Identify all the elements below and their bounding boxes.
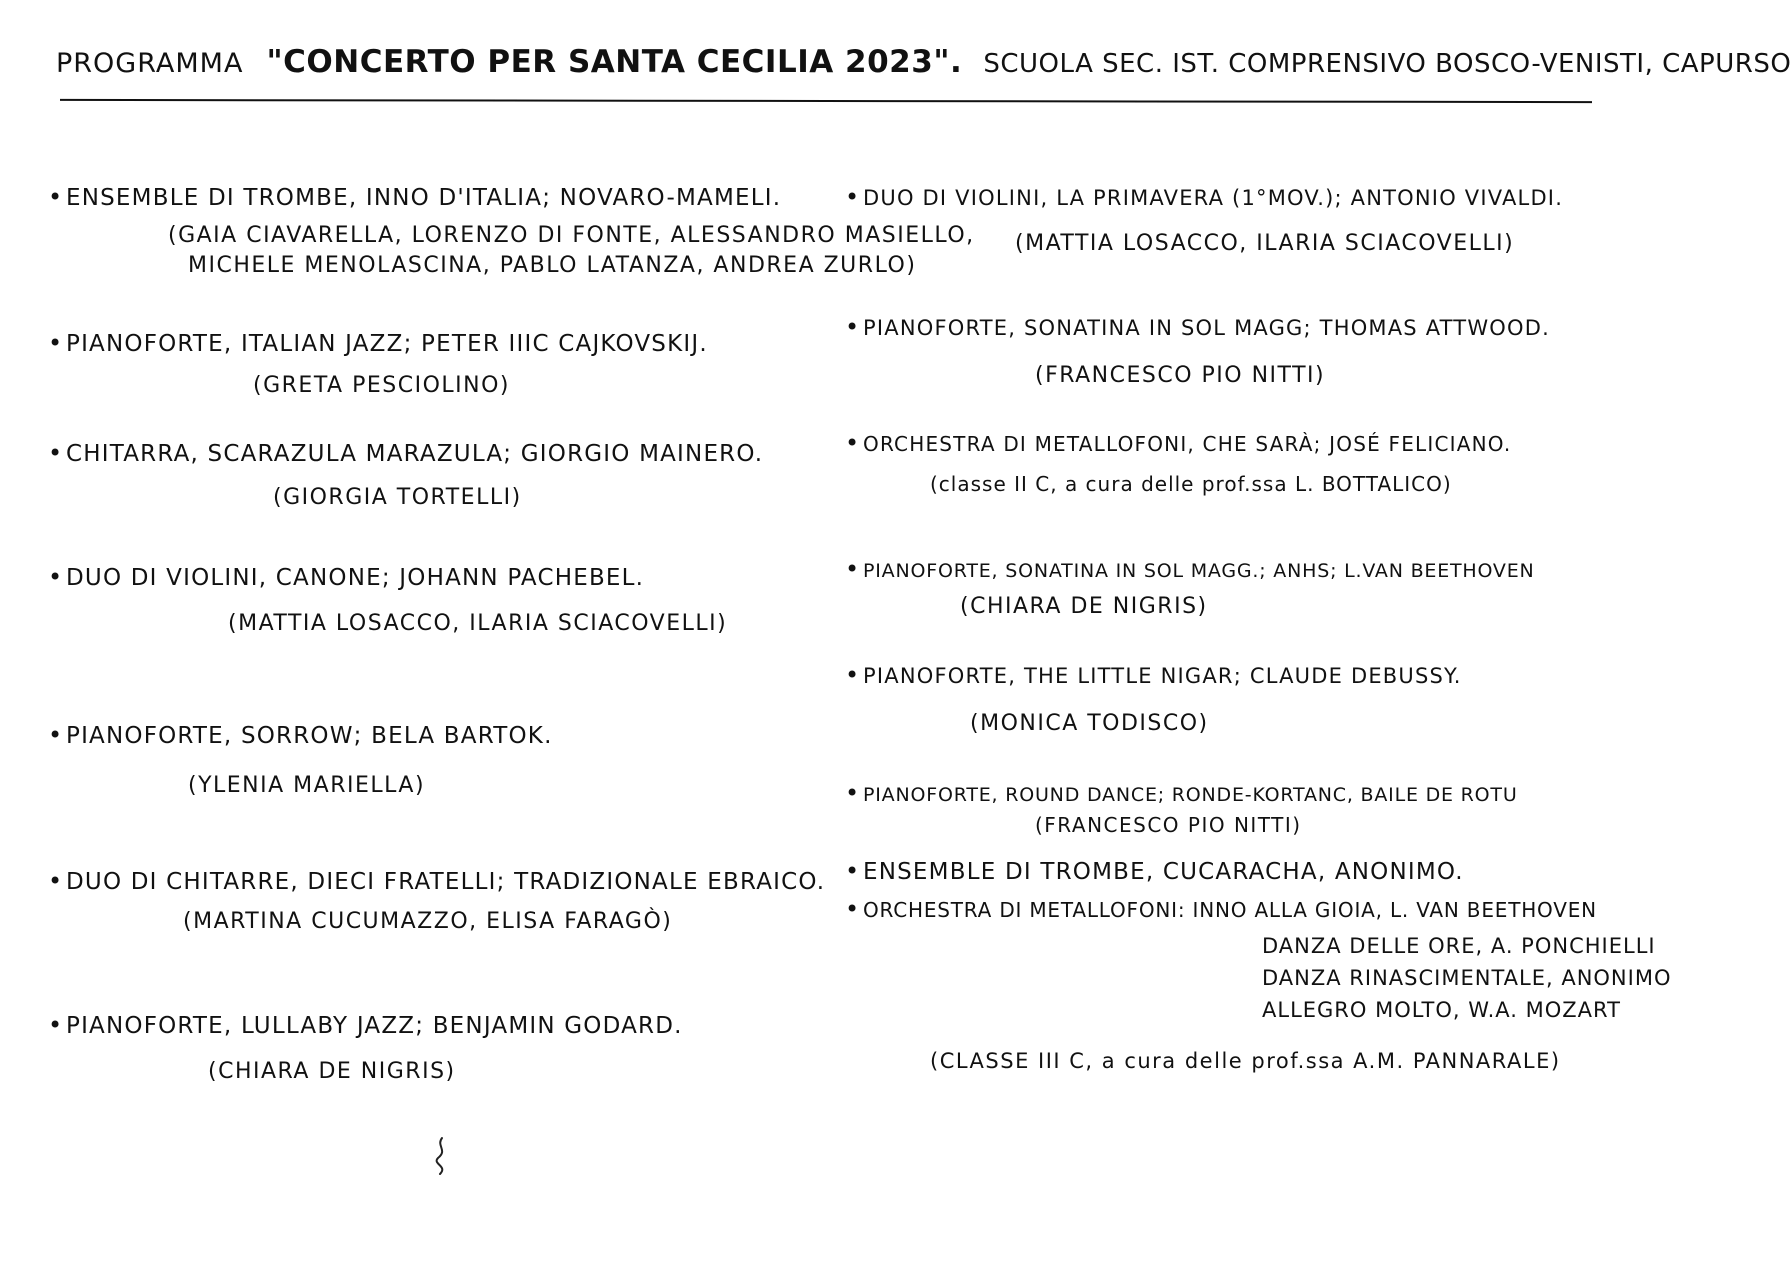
bullet-icon: • xyxy=(48,867,64,895)
program-item xyxy=(845,182,1564,256)
item-line: DUO DI VIOLINI, CANONE; JOHANN PACHEBEL. xyxy=(66,565,645,591)
bullet-icon: • xyxy=(48,439,64,467)
bullet-icon: • xyxy=(48,721,64,749)
program-item xyxy=(845,428,1512,496)
item-line: CHITARRA, SCARAZULA MARAZULA; GIORGIO MAINERO. xyxy=(66,441,764,467)
item-performers: (MARTINA CUCUMAZZO, ELISA FARAGÒ) xyxy=(183,909,673,934)
item-line: PIANOFORTE, ITALIAN JAZZ; PETER IIIC CAJKOVSKIJ. xyxy=(66,331,708,357)
item-line: PIANOFORTE, ROUND DANCE; RONDE-KORTANC, BAILE DE ROTU xyxy=(863,784,1518,806)
header-lead: PROGRAMMA xyxy=(56,48,244,79)
bullet-icon: • xyxy=(845,183,861,211)
bullet-icon: • xyxy=(48,183,64,211)
item-performers: (MATTIA LOSACCO, ILARIA SCIACOVELLI) xyxy=(1015,231,1515,256)
item-line: PIANOFORTE, SONATINA IN SOL MAGG; THOMAS ATTWOOD. xyxy=(863,316,1551,340)
item-line: ENSEMBLE DI TROMBE, INNO D'ITALIA; NOVARO-MAMELI. xyxy=(66,185,782,211)
credit-text: (CLASSE III C, a cura delle prof.ssa A.M. PANNARALE) xyxy=(930,1049,1561,1073)
item-line: PIANOFORTE, SONATINA IN SOL MAGG.; ANHS; L.VAN BEETHOVEN xyxy=(863,560,1535,582)
item-performers: (YLENIA MARIELLA) xyxy=(188,773,426,798)
item-performers: (GIORGIA TORTELLI) xyxy=(273,485,522,510)
squiggle-mark xyxy=(430,1136,454,1176)
item-line: ENSEMBLE DI TROMBE, CUCARACHA, ANONIMO. xyxy=(863,859,1464,885)
item-performers: (FRANCESCO PIO NITTI) xyxy=(1035,813,1302,837)
bullet-icon: • xyxy=(48,1011,64,1039)
item-line: PIANOFORTE, SORROW; BELA BARTOK. xyxy=(66,723,553,749)
metallofoni-piece: DANZA RINASCIMENTALE, ANONIMO xyxy=(1262,966,1672,990)
item-line: ORCHESTRA DI METALLOFONI, CHE SARÀ; JOSÉ FELICIANO. xyxy=(863,432,1512,456)
bullet-icon: • xyxy=(845,555,860,583)
item-line: DUO DI CHITARRE, DIECI FRATELLI; TRADIZIONALE EBRAICO. xyxy=(66,869,826,895)
bullet-icon: • xyxy=(845,313,861,341)
program-item xyxy=(48,182,975,278)
item-performers: (FRANCESCO PIO NITTI) xyxy=(1035,363,1326,388)
program-item xyxy=(48,562,728,636)
metallofoni-piece: DANZA DELLE ORE, A. PONCHIELLI xyxy=(1262,934,1656,958)
program-item xyxy=(48,328,708,398)
program-item xyxy=(48,438,764,510)
program-item xyxy=(845,660,1462,736)
bullet-icon: • xyxy=(48,563,64,591)
metallofoni-pieces xyxy=(1262,930,1671,1026)
header-school: SCUOLA SEC. IST. COMPRENSIVO BOSCO-VENISTI, CAPURSO xyxy=(983,49,1791,79)
item-performers: (CHIARA DE NIGRIS) xyxy=(960,594,1208,619)
program-item xyxy=(845,312,1551,388)
bullet-icon: • xyxy=(845,857,861,885)
item-line: PIANOFORTE, THE LITTLE NIGAR; CLAUDE DEBUSSY. xyxy=(863,664,1462,688)
header-title: "CONCERTO PER SANTA CECILIA 2023". xyxy=(266,44,963,80)
item-performers: (MATTIA LOSACCO, ILARIA SCIACOVELLI) xyxy=(228,611,728,636)
bullet-icon: • xyxy=(845,895,860,923)
item-performers: (CHIARA DE NIGRIS) xyxy=(208,1059,456,1084)
program-item xyxy=(48,720,553,798)
bullet-icon: • xyxy=(845,429,861,457)
item-performers: MICHELE MENOLASCINA, PABLO LATANZA, ANDREA ZURLO) xyxy=(188,253,917,278)
program-item xyxy=(845,554,1535,619)
bullet-icon: • xyxy=(845,661,861,689)
metallofoni-piece: ALLEGRO MOLTO, W.A. MOZART xyxy=(1262,998,1621,1022)
program-item xyxy=(845,894,1597,925)
item-performers: (classe II C, a cura delle prof.ssa L. BOTTALICO) xyxy=(930,472,1452,496)
item-line: ORCHESTRA DI METALLOFONI: INNO ALLA GIOIA, L. VAN BEETHOVEN xyxy=(863,898,1597,922)
bullet-icon: • xyxy=(48,329,64,357)
program-item xyxy=(48,866,826,934)
program-item xyxy=(845,778,1518,840)
program-item xyxy=(845,856,1464,887)
item-performers: (MONICA TODISCO) xyxy=(970,711,1209,736)
metallofoni-credit xyxy=(930,1046,1561,1076)
item-line: DUO DI VIOLINI, LA PRIMAVERA (1°MOV.); ANTONIO VIVALDI. xyxy=(863,186,1564,210)
bullet-icon: • xyxy=(845,779,860,807)
item-performers: (GRETA PESCIOLINO) xyxy=(253,373,510,398)
item-line: PIANOFORTE, LULLABY JAZZ; BENJAMIN GODARD. xyxy=(66,1013,683,1039)
program-header xyxy=(56,44,1791,106)
item-performers: (GAIA CIAVARELLA, LORENZO DI FONTE, ALESSANDRO MASIELLO, xyxy=(168,223,975,248)
program-item xyxy=(48,1010,683,1084)
